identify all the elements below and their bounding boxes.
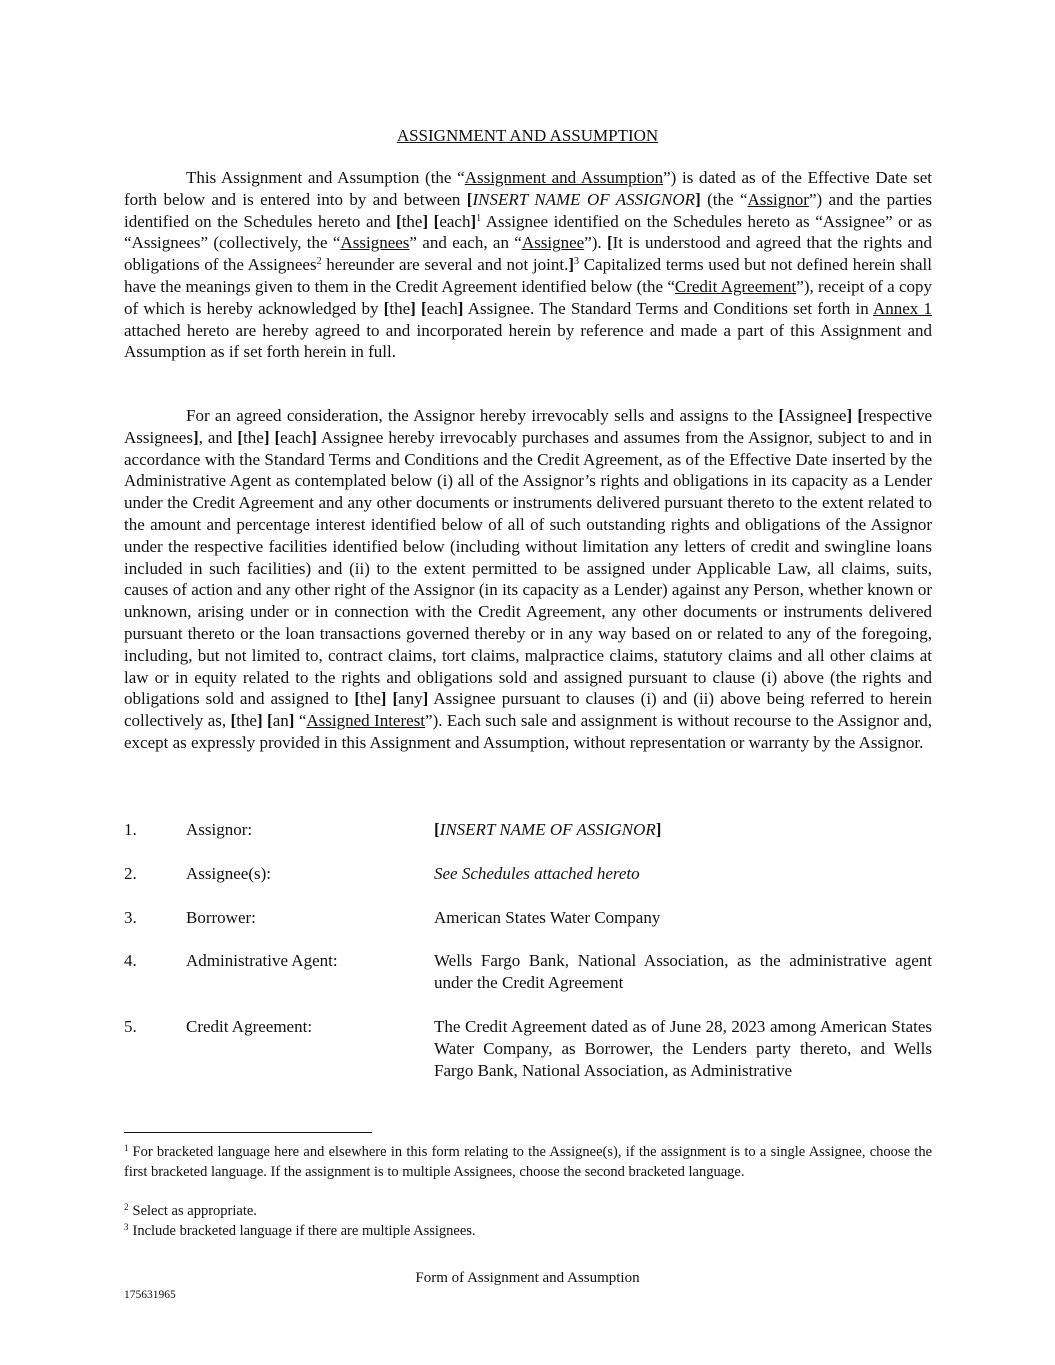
document-title: ASSIGNMENT AND ASSUMPTION [396,126,659,145]
bracket: ] [192,427,199,447]
text-run: For an agreed consideration, the Assignor hereby irrevocably sells and assigns to the [186,406,779,425]
bracket: [ [230,711,237,731]
text-run: ”), receipt of a copy of which is hereby acknowledged by [124,276,933,318]
bracket: ] [ [422,211,440,231]
item-value: American States Water Company [434,908,661,927]
item-number: 4. [124,951,137,970]
bracket: ] [311,427,317,447]
text-run: It is understood and agreed that the rights and obligations of the Assignees [124,233,932,275]
footnote-ref: 1 [476,212,482,224]
bracket: [ [606,233,613,253]
bracket: ] [422,689,429,709]
item-number: 5. [124,1017,137,1036]
text-run: Assignee identified on the Schedules hereto as “Assignee” or as “Assignees” (collectively, the “ [124,211,932,253]
intro-paragraph [124,167,932,363]
item-number: 3. [124,908,137,927]
text-run: This Assignment and Assumption (the “ [186,168,465,187]
bracket: ] [ [256,711,273,731]
footnote-1 [124,1143,932,1182]
bracket: ] [ [263,427,281,447]
defined-term: Assignee [521,233,585,253]
defined-term: Assignees [340,233,410,253]
text-run: Assignee. The Standard Terms and Conditions set forth in [463,298,873,318]
item-label: Credit Agreement: [186,1017,313,1036]
text-run: attached hereto are hereby agreed to and incorporated herein by reference and made a part of this Assignment and Assumption as if set forth herein in full. [124,320,932,362]
bracket: ] [ [410,298,427,318]
text-run: each [280,427,312,447]
text-run: ” and each, an “ [409,233,522,253]
text-run: hereunder are several and not joint. [321,255,569,275]
text-run: the [236,711,257,731]
annex-reference: Annex 1 [872,298,932,318]
assignor-placeholder: INSERT NAME OF ASSIGNOR [439,820,656,839]
text-run: the [359,689,381,709]
document-id: 175631965 [124,1289,176,1301]
bracket: [ [434,820,440,839]
footnote-2 [124,1202,932,1222]
item-label: Borrower: [186,908,256,927]
item-value: The Credit Agreement dated as of June 28, 2023 among American States Water Company, as Borrower, the Lenders party thereto, and Wells Fargo Bank, National Association, as Administrative [434,1017,932,1080]
item-value [434,819,932,841]
bracket: [ [778,406,785,425]
defined-term: Assignment and Assumption [464,168,664,187]
bracket: ] [ [846,406,864,425]
text-run: any [398,689,423,709]
defined-term: Credit Agreement [674,276,797,296]
bracket: ] [457,298,464,318]
defined-term: Assignor [747,189,809,209]
bracket: ] [655,820,662,839]
text-run: the [401,211,423,231]
bracket: ] [695,189,701,209]
bracket: [ [237,427,244,447]
footnote-ref: 3 [574,256,580,268]
item-label: Assignor: [186,820,253,839]
text-run: Assignee pursuant to clauses (i) and (ii) above being referred to herein collectively as, [124,689,932,731]
bracket: [ [383,298,390,318]
footnote-number: 3 [124,1222,129,1232]
item-label: Assignee(s): [186,864,271,883]
text-run: the [389,298,411,318]
footnote-3 [124,1222,932,1242]
footnote-text: Include bracketed language if there are multiple Assignees. [132,1223,476,1239]
text-run: , and [198,427,238,447]
item-number: 1. [124,820,137,839]
consideration-paragraph [124,405,932,754]
text-run: an [272,711,289,731]
text-run: Capitalized terms used but not defined herein shall have the meanings given to them in the Credit Agreement identified below (the “ [124,255,932,296]
footnote-text: For bracketed language here and elsewhere in this form relating to the Assignee(s), if the assignment is to a single Assignee, choose the first bracketed language. If the assignment is to multiple Assignees, choose the second bracketed language. [124,1144,932,1180]
text-run: ”) and the parties identified on the Schedules hereto and [124,189,932,231]
bracket: [ [354,689,360,709]
text-run: each [426,298,458,318]
item-value: See Schedules attached hereto [434,864,640,883]
item-label: Administrative Agent: [186,951,338,970]
text-run: “ [294,711,307,731]
bracket: ] [470,211,477,231]
text-run: ”) is dated as of the Effective Date set forth below and is entered into by and between [124,168,932,209]
defined-term: Assigned Interest [306,711,426,731]
footnote-number: 2 [124,1202,129,1212]
bracket: ] [288,711,295,731]
text-run: each [439,211,471,231]
text-run: (the “ [700,189,748,209]
text-run: ”). Each such sale and assignment is without recourse to the Assignor and, except as expressly provided in this Assignment and Assumption, without representation or warranty by the Assignor. [124,711,932,752]
text-run: ”). [584,233,607,253]
footnote-number: 1 [124,1143,129,1153]
footnote-ref: 2 [316,256,322,268]
bracket: [ [466,189,473,209]
text-run: Assignee hereby irrevocably purchases and assumes from the Assignor, subject to and in accordance with the Standard Terms and Conditions and the Credit Agreement, as of the Effective Date inserted by the Administrative Agent as contemplated below (i) all of the Assignor’s rights and obligations in its capacity as a Lender under the Credit Agreement and any other documents or instruments delivered pursuant thereto to the extent related to the amount and percentage interest identified below of all of such outstanding rights and obligations of the Assignor under the respective facilities identified below (including without limitation any letters of credit and swingline loans included in such facilities) and (ii) to the extent permitted to be assigned under Applicable Law, all claims, suits, causes of action and any other right of the Assignor (in its capacity as a Lender) against any Person, whether known or unknown, arising under or in connection with the Credit Agreement, any other documents or instruments delivered pursuant thereto or the loan transactions governed thereby or in any way based on or related to any of the foregoing, including, but not limited to, contract claims, tort claims, malpractice claims, statutory claims and all other claims at law or in equity related to the rights and obligations sold and assigned pursuant to clause (i) above (the rights and obligations sold and assigned to [124,427,932,709]
text-run: respective Assignees [124,406,932,447]
bracket: ] [568,255,575,275]
footnote-text: Select as appropriate. [132,1203,257,1219]
text-run: Assignee [784,406,847,425]
bracket: ] [ [380,689,399,709]
footnote-divider [124,1132,372,1133]
item-number: 2. [124,864,137,883]
assignor-placeholder: INSERT NAME OF ASSIGNOR [472,189,696,209]
bracket: [ [396,211,402,231]
text-run: the [243,427,264,447]
footer-title: Form of Assignment and Assumption [415,1270,640,1286]
item-value: Wells Fargo Bank, National Association, as the administrative agent under the Credit Agreement [434,951,932,992]
